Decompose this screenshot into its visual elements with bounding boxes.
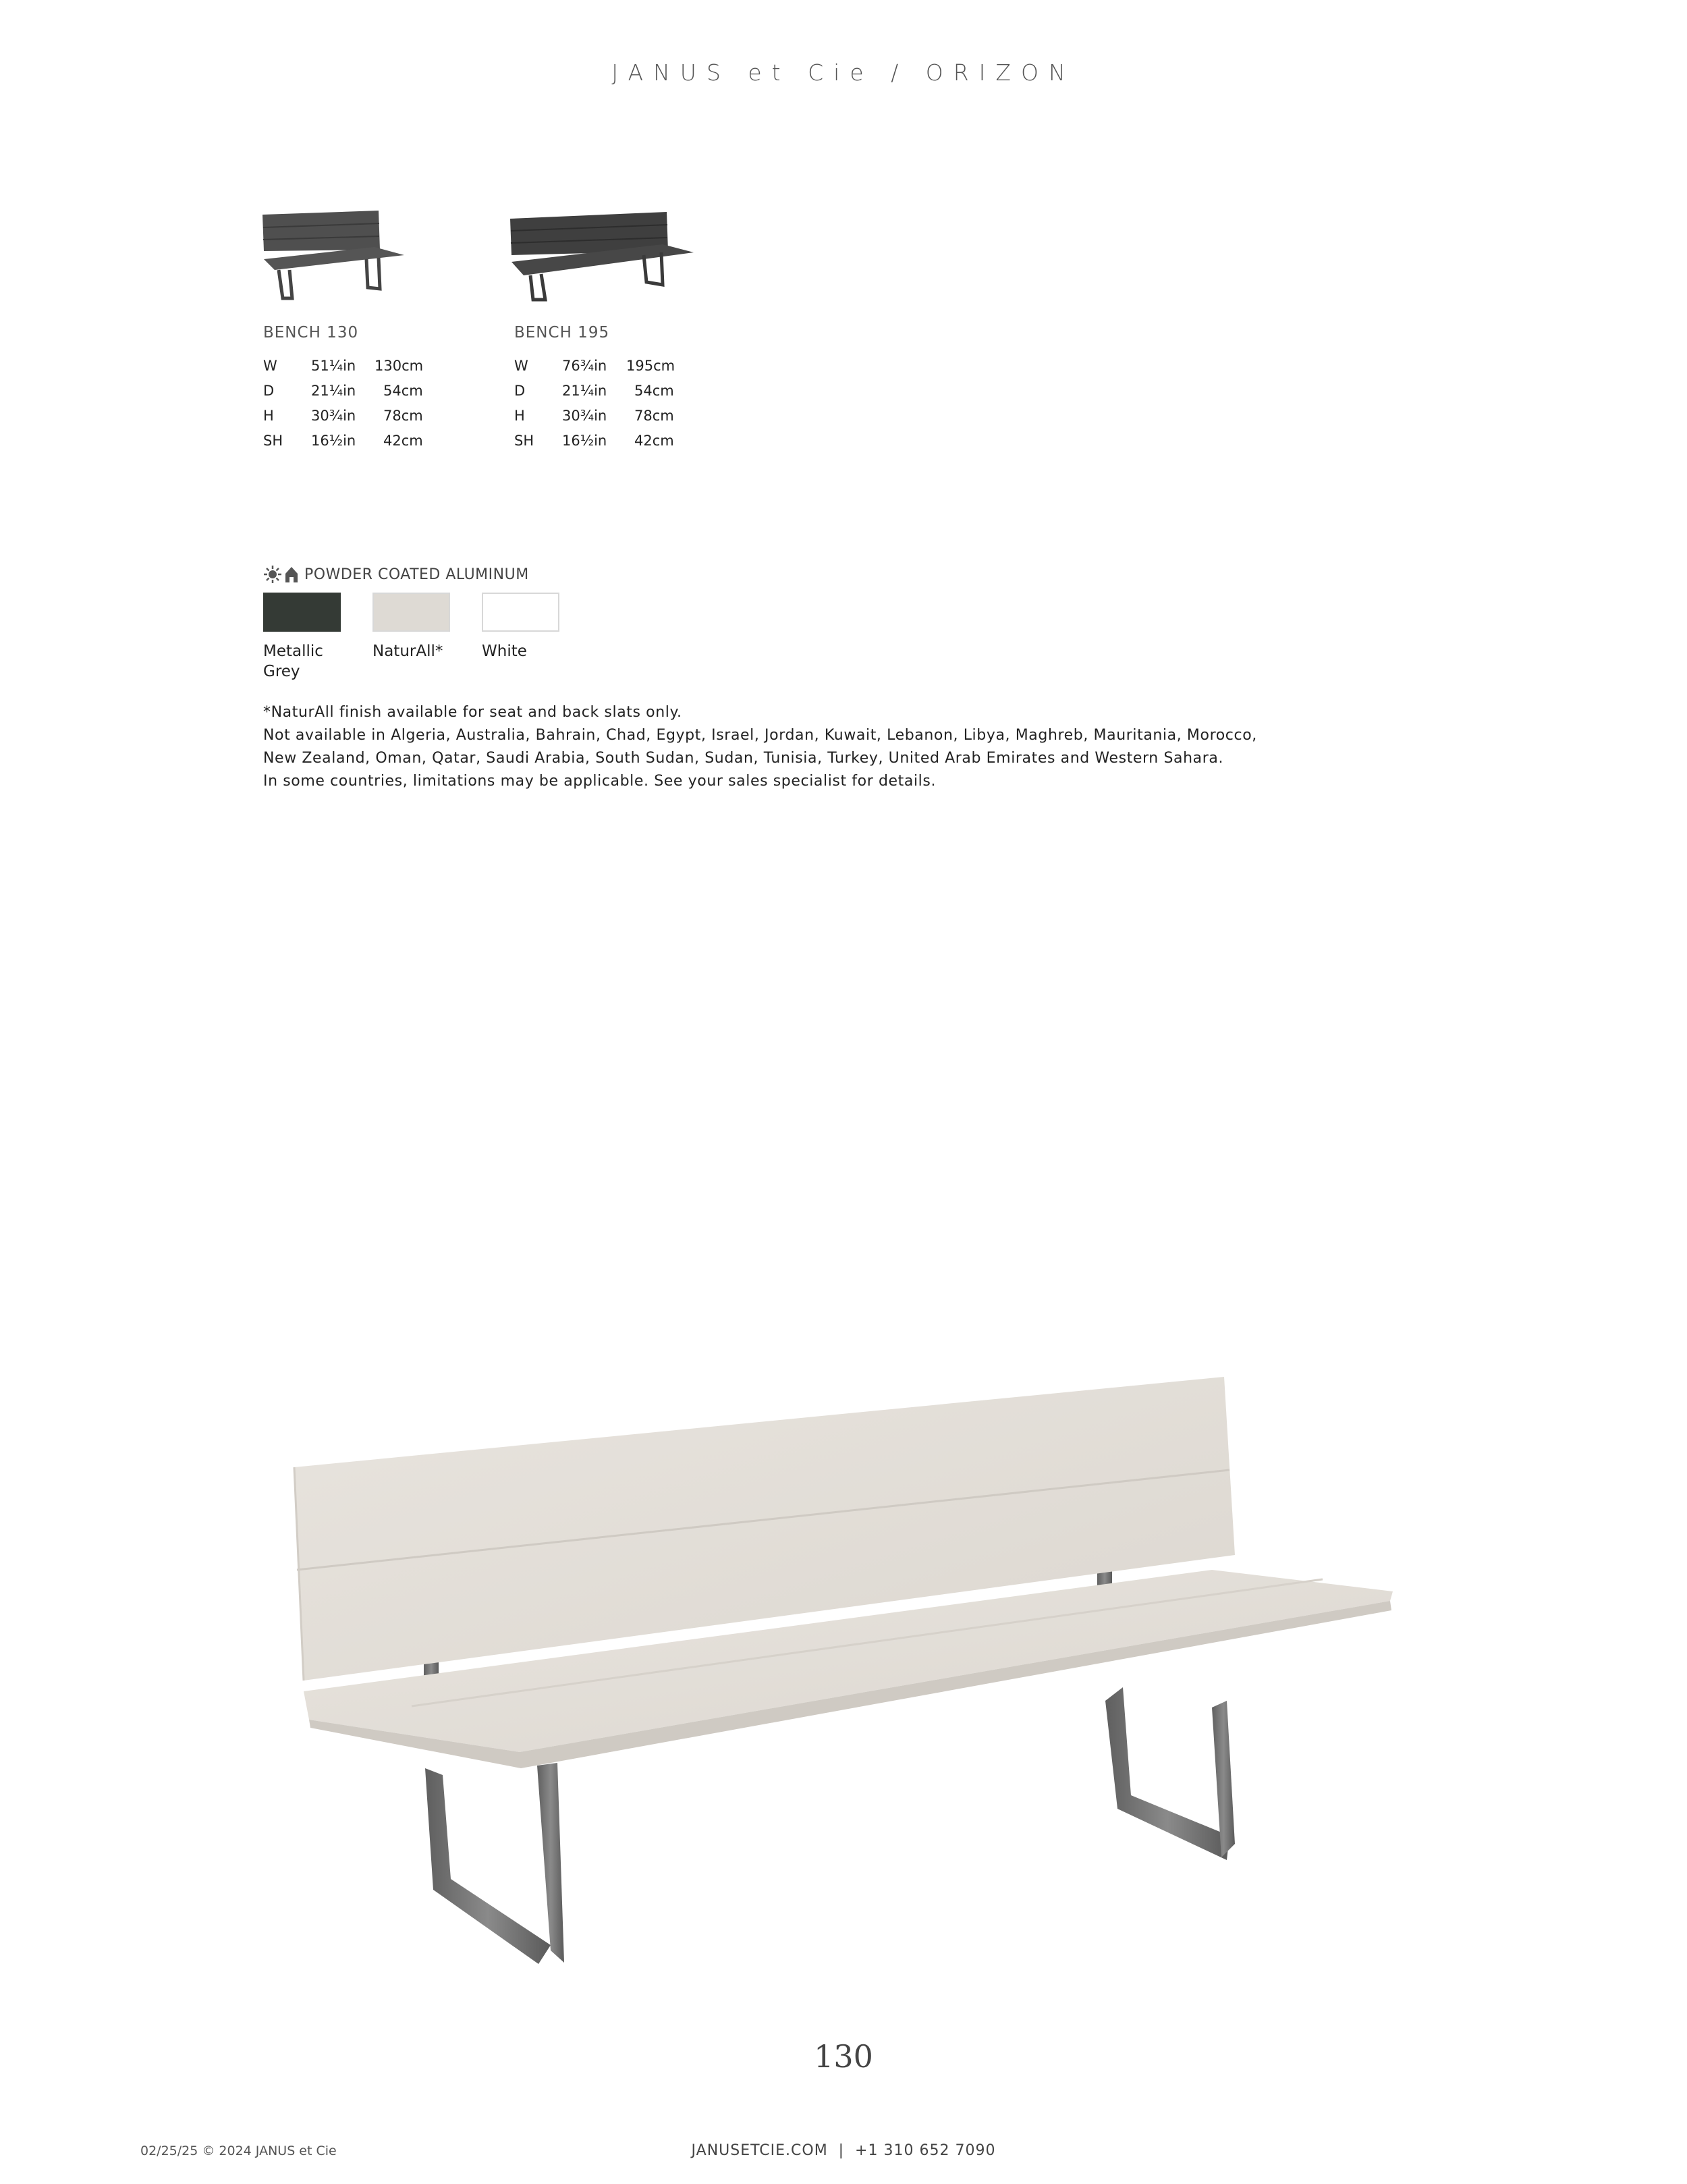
dimension-inches: 30¾in	[562, 408, 607, 424]
note-line: Not available in Algeria, Australia, Bahrain, Chad, Egypt, Israel, Jordan, Kuwait, Lebanon, Libya, Maghreb, Mauritania, Morocco,	[263, 727, 1257, 744]
home-icon	[284, 566, 299, 583]
swatch-white	[482, 593, 559, 632]
dimension-inches: 21¼in	[562, 383, 607, 399]
dimension-label: W	[514, 358, 528, 374]
product-name-bench-195: BENCH 195	[514, 324, 610, 342]
dimension-label: H	[514, 408, 525, 424]
dimension-cm: 78cm	[634, 408, 674, 424]
dimension-label: D	[514, 383, 526, 399]
dimension-label: SH	[514, 433, 534, 449]
sun-icon	[263, 565, 282, 584]
dimension-cm: 130cm	[375, 358, 424, 374]
swatch-naturall	[372, 593, 450, 632]
bench-195-thumbnail	[507, 211, 696, 305]
swatch-label-metallic-grey: Metallic Grey	[263, 643, 323, 680]
footer-contact[interactable]: JANUSETCIE.COM | +1 310 652 7090	[691, 2142, 996, 2159]
dimension-cm: 42cm	[383, 433, 423, 449]
note-line: New Zealand, Oman, Qatar, Saudi Arabia, South Sudan, Sudan, Tunisia, Turkey, United Arab Emirates and Western Sahara.	[263, 750, 1224, 767]
dimension-label: D	[263, 383, 275, 399]
dimension-cm: 54cm	[634, 383, 674, 399]
dimension-cm: 195cm	[626, 358, 675, 374]
note-line: *NaturAll finish available for seat and back slats only.	[263, 704, 682, 721]
swatch-label-white: White	[482, 643, 527, 660]
dimension-label: W	[263, 358, 277, 374]
dimension-label: H	[263, 408, 274, 424]
page-number: 130	[814, 2038, 873, 2075]
swatch-metallic-grey	[263, 593, 341, 632]
product-name-bench-130: BENCH 130	[263, 324, 359, 342]
dimensions-table-bench-195	[514, 358, 690, 466]
bench-130-thumbnail	[260, 209, 408, 304]
dimension-label: SH	[263, 433, 283, 449]
dimension-cm: 42cm	[634, 433, 674, 449]
swatch-label-naturall: NaturAll*	[372, 643, 443, 660]
dimension-inches: 21¼in	[311, 383, 356, 399]
dimensions-table-bench-130	[263, 358, 439, 466]
dimension-inches: 30¾in	[311, 408, 356, 424]
page-header-title: JANUS et Cie / ORIZON	[611, 59, 1076, 86]
finish-heading: POWDER COATED ALUMINUM	[304, 566, 529, 583]
dimension-cm: 78cm	[383, 408, 423, 424]
dimension-inches: 16½in	[562, 433, 607, 449]
dimension-inches: 16½in	[311, 433, 356, 449]
finish-heading-row	[263, 564, 529, 584]
footer-copyright: 02/25/25 © 2024 JANUS et Cie	[140, 2144, 337, 2158]
dimension-inches: 51¼in	[311, 358, 356, 374]
availability-notes	[263, 701, 1257, 793]
dimension-inches: 76¾in	[562, 358, 607, 374]
dimension-cm: 54cm	[383, 383, 423, 399]
bench-product-image	[283, 1377, 1404, 1971]
note-line: In some countries, limitations may be applicable. See your sales specialist for details.	[263, 773, 937, 790]
